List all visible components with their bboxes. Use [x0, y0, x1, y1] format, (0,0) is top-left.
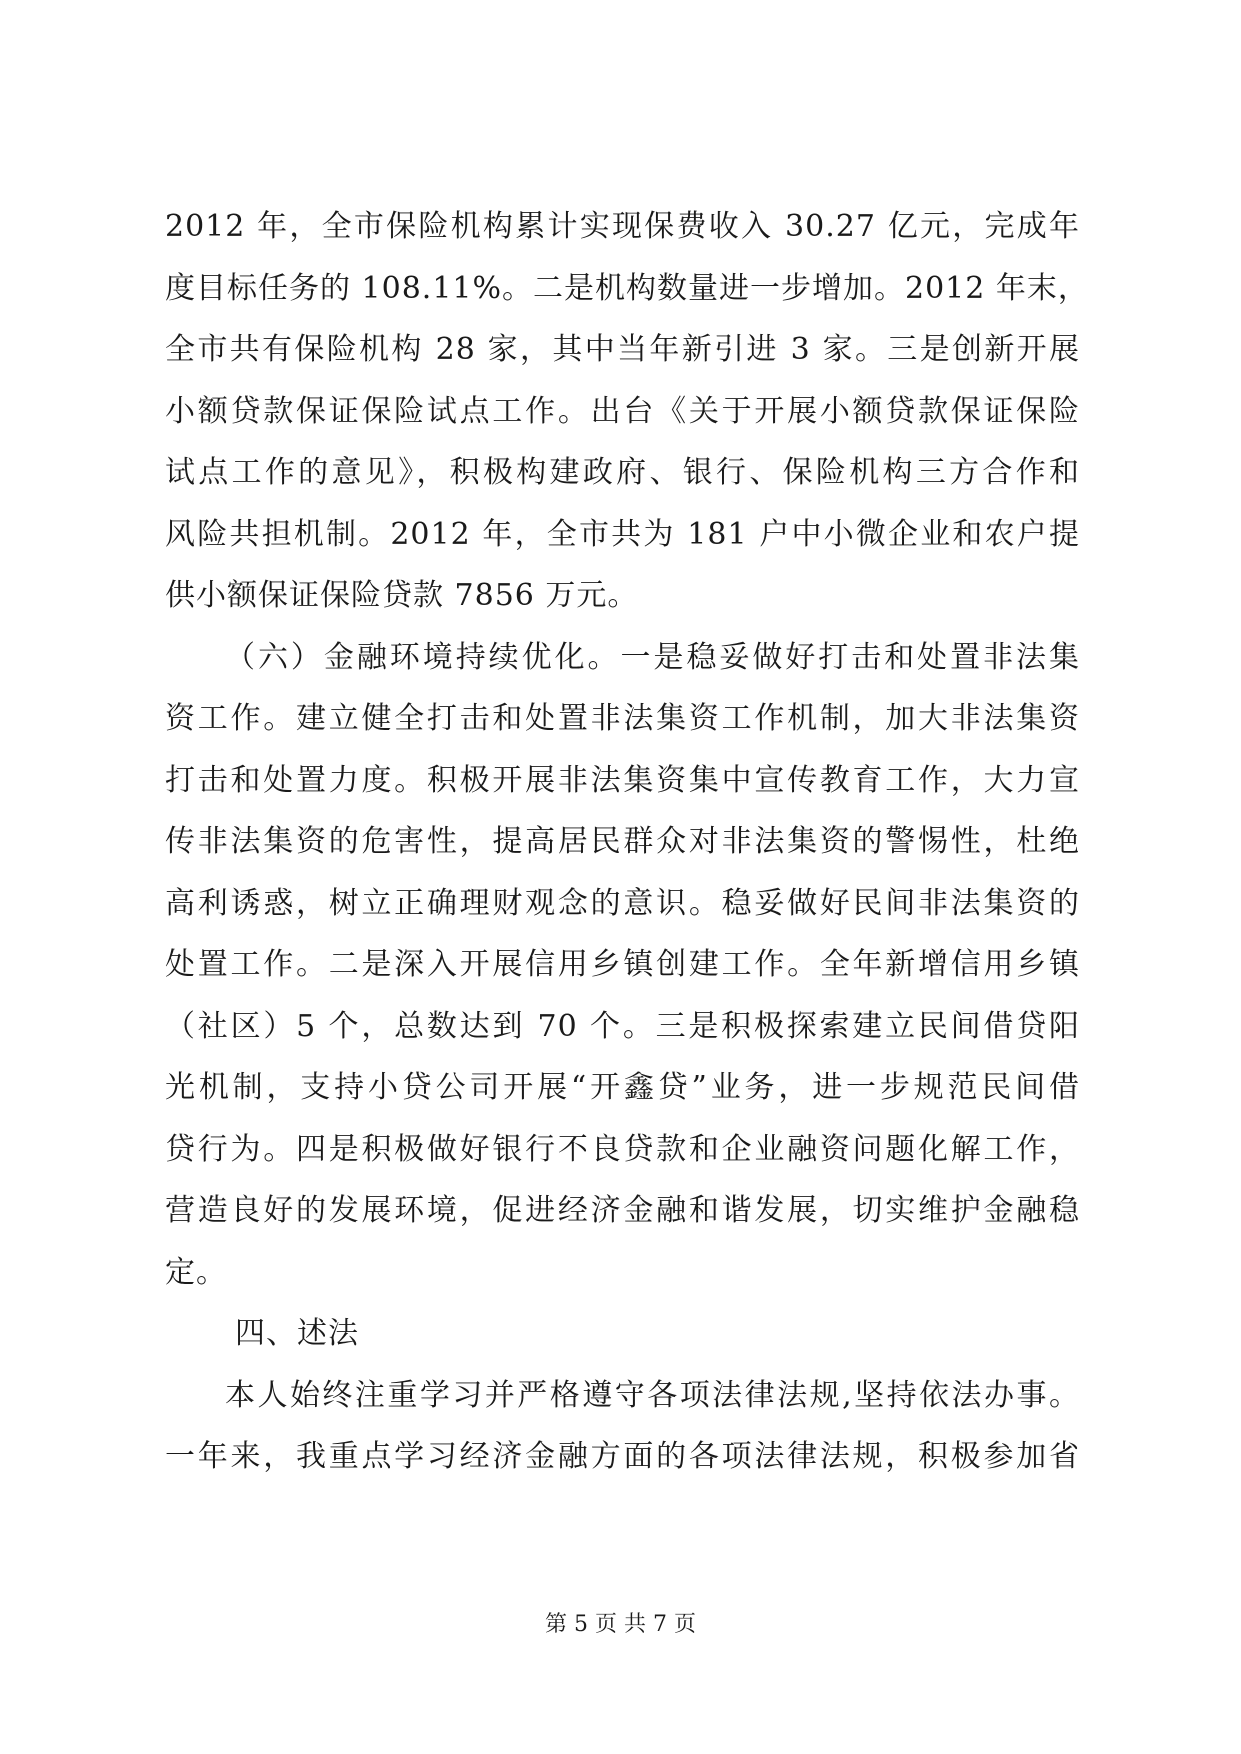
text-line: 打击和处置力度。积极开展非法集资集中宣传教育工作，大力宣	[165, 762, 1080, 798]
text-line: 供小额保证保险贷款 7856 万元。	[165, 578, 639, 613]
text-line: 贷行为。四是积极做好银行不良贷款和企业融资问题化解工作，	[165, 1131, 1080, 1167]
text-line: 光机制，支持小贷公司开展“开鑫贷”业务，进一步规范民间借	[165, 1070, 1080, 1105]
text-line: 小额贷款保证保险试点工作。出台《关于开展小额贷款保证保险	[165, 393, 1080, 429]
document-body	[165, 196, 1089, 1488]
text-line: 2012 年，全市保险机构累计实现保费收入 30.27 亿元，完成年	[165, 209, 1080, 244]
page-footer: 第 5 页 共 7 页	[545, 1612, 696, 1637]
paragraph-start-line: （六）金融环境持续优化。一是稳妥做好打击和处置非法集	[225, 639, 1080, 675]
text-line: 高利诱惑，树立正确理财观念的意识。稳妥做好民间非法集资的	[165, 885, 1080, 921]
text-line: 定。	[165, 1254, 227, 1290]
text-line: 处置工作。二是深入开展信用乡镇创建工作。全年新增信用乡镇	[165, 947, 1080, 982]
text-line: 一年来，我重点学习经济金融方面的各项法律法规，积极参加省	[165, 1439, 1080, 1474]
text-line: 试点工作的意见》，积极构建政府、银行、保险机构三方合作和	[165, 455, 1080, 490]
paragraph-start-line: 本人始终注重学习并严格遵守各项法律法规,坚持依法办事。	[225, 1377, 1080, 1413]
text-line: 资工作。建立健全打击和处置非法集资工作机制，加大非法集资	[165, 701, 1080, 736]
text-line: 传非法集资的危害性，提高居民群众对非法集资的警惕性，杜绝	[165, 824, 1080, 859]
text-line: 风险共担机制。2012 年，全市共为 181 户中小微企业和农户提	[165, 516, 1080, 552]
text-line: 度目标任务的 108.11%。二是机构数量进一步增加。2012 年末，	[165, 270, 1089, 306]
text-line: （社区）5 个，总数达到 70 个。三是积极探索建立民间借贷阳	[165, 1008, 1080, 1044]
section-heading: 四、述法	[235, 1316, 359, 1351]
text-line: 营造良好的发展环境，促进经济金融和谐发展，切实维护金融稳	[165, 1193, 1080, 1228]
text-line: 全市共有保险机构 28 家，其中当年新引进 3 家。三是创新开展	[165, 332, 1080, 367]
